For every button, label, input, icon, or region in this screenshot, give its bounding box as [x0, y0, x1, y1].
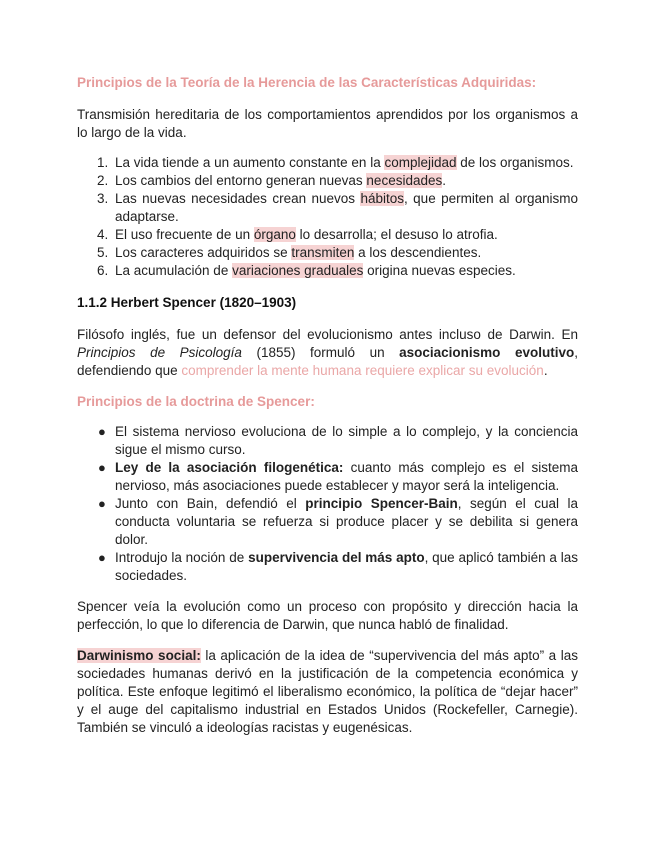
- list-item: 6. La acumulación de variaciones graduales origina nuevas especies.: [97, 263, 516, 278]
- spencer-principles-list: [77, 423, 578, 585]
- spencer-section-heading: 1.1.2 Herbert Spencer (1820–1903): [77, 295, 297, 310]
- list-item: ● Introdujo la noción de supervivencia del más apto, que aplicó también a las sociedades.: [98, 550, 578, 583]
- list-item: ● Junto con Bain, defendió el principio Spencer-Bain, según el cual la conducta voluntaria se refuerza si produce placer y se debilita si genera dolor.: [98, 496, 579, 547]
- highlight: necesidades: [366, 173, 443, 188]
- social-darwinism-paragraph: Darwinismo social: la aplicación de la idea de “supervivencia del más apto” a las sociedades humanas derivó en la justificación de la competencia económica y política. Este enfoque legitimó el liberalismo económico, la política de “dejar hacer” y el auge del capitalismo industrial en Estados Unidos (Rockefeller, Carnegie). También se vinculó a ideologías racistas y eugenésicas.: [77, 648, 578, 735]
- list-item: ● Ley de la asociación filogenética: cuanto más complejo es el sistema nervioso, más asociaciones puede establecer y mayor será la inteligencia.: [98, 460, 578, 493]
- lamarck-principles-heading: Principios de la Teoría de la Herencia de las Características Adquiridas:: [77, 75, 537, 90]
- highlight: transmiten: [291, 245, 355, 260]
- highlight: variaciones graduales: [232, 263, 364, 278]
- list-item: 2. Los cambios del entorno generan nuevas necesidades.: [97, 173, 446, 188]
- list-item: 4. El uso frecuente de un órgano lo desarrolla; el desuso lo atrofia.: [97, 227, 498, 242]
- spencer-evolution-paragraph: Spencer veía la evolución como un proceso con propósito y dirección hacia la perfección, lo que lo diferencia de Darwin, que nunca habló de finalidad.: [77, 599, 578, 632]
- highlight: complejidad: [384, 155, 457, 170]
- lamarck-intro: Transmisión hereditaria de los comportamientos aprendidos por los organismos a lo largo de la vida.: [77, 107, 578, 140]
- lamarck-principles-list: [77, 154, 578, 280]
- list-item: 3. Las nuevas necesidades crean nuevos hábitos, que permiten al organismo adaptarse.: [97, 191, 578, 224]
- list-item: ● El sistema nervioso evoluciona de lo simple a lo complejo, y la conciencia sigue el mismo curso.: [98, 424, 578, 457]
- list-item: 5. Los caracteres adquiridos se transmiten a los descendientes.: [97, 245, 482, 260]
- highlight: órgano: [253, 227, 296, 242]
- document-page: [77, 74, 578, 737]
- spencer-intro: Filósofo inglés, fue un defensor del evolucionismo antes incluso de Darwin. En Principios de Psicología (1855) formuló un asociacionismo evolutivo, defendiendo que comprender la mente humana requiere explicar su evolución.: [77, 327, 578, 378]
- list-item: 1. La vida tiende a un aumento constante en la complejidad de los organismos.: [97, 155, 574, 170]
- pink-text: comprender la mente humana requiere explicar su evolución: [181, 363, 544, 378]
- highlight: hábitos: [360, 191, 405, 206]
- spencer-doctrine-heading: Principios de la doctrina de Spencer:: [77, 394, 315, 409]
- social-darwinism-label: Darwinismo social:: [77, 648, 201, 663]
